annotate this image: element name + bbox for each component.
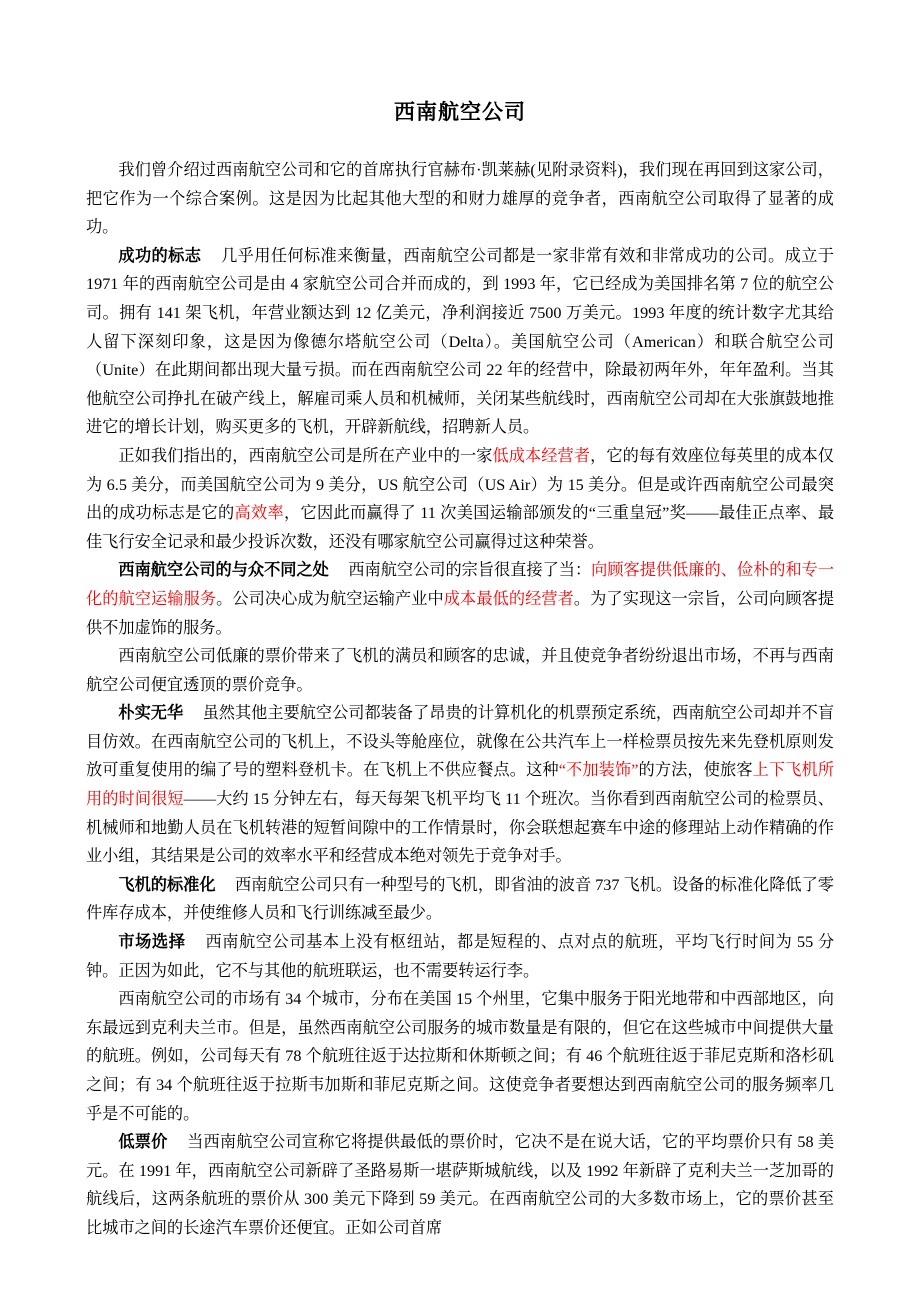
body-text: 。公司决心成为航空运输产业中 xyxy=(216,589,444,608)
body-text: 正如我们指出的，西南航空公司是所在产业中的一家 xyxy=(118,446,493,465)
body-text: 当西南航空公司宣称它将提供最低的票价时，它决不是在说大话，它的平均票价只有 58 美元。在 1991 年，西南航空公司新辟了圣路易斯一堪萨斯城航线，以及 1992 年新辟了克利夫兰一芝加哥的航线后，这两条航班的票价从 300 美元下降到 59 美元。在西南航空公司的大多数市场上，它的票价甚至比城市之间的长途汽车票价还便宜。正如公司首席 xyxy=(86,1133,835,1237)
body-text: ，它因此而赢得了 11 次美国运输部颁发的“三重皇冠”奖——最佳正点率、最佳飞行安全记录和最少投诉次数，还没有哪家航空公司赢得过这种荣誉。 xyxy=(86,504,835,551)
paragraph-heading: 飞机的标准化 xyxy=(118,875,216,894)
paragraph-heading: 成功的标志 xyxy=(118,246,202,265)
paragraph-low-cost xyxy=(86,442,834,556)
paragraph-heading: 市场选择 xyxy=(118,933,186,952)
document-body xyxy=(86,156,834,1243)
paragraph-standardize xyxy=(86,871,834,928)
highlighted-text: 成本最低的经营者 xyxy=(443,589,574,608)
paragraph-simple xyxy=(86,699,834,871)
paragraph-market-choice xyxy=(86,928,834,985)
highlighted-text: 低成本经营者 xyxy=(492,446,591,465)
body-text: 西南航空公司基本上没有枢纽站，都是短程的、点对点的航班，平均飞行时间为 55 分钟。正因为如此，它不与其他的航班联运，也不需要转运行李。 xyxy=(86,933,835,980)
paragraph-low-fare xyxy=(86,1128,834,1242)
paragraph-difference xyxy=(86,556,834,642)
body-text: 。为了实现这一宗旨，公司向顾客提供不加虚饰的服务。 xyxy=(86,589,835,637)
body-text: 西南航空公司的市场有 34 个城市，分布在美国 15 个州里，它集中服务于阳光地带和中西部地区，向东最远到克利夫兰市。但是，虽然西南航空公司服务的城市数量是有限的，但它在这些城市中间提供大量的航班。例如，公司每天有 78 个航班往返于达拉斯和休斯顿之间；有 46 个航班往返于菲尼克斯和洛杉矶之间；有 34 个航班往返于拉斯韦加斯和菲尼克斯之间。这使竞争者要想达到西南航空公司的服务频率几乎是不可能的。 xyxy=(86,990,834,1123)
paragraph-success-marks xyxy=(86,242,834,442)
highlighted-text: 高效率 xyxy=(234,504,284,523)
body-text: 西南航空公司低廉的票价带来了飞机的满员和顾客的忠诚，并且使竞争者纷纷退出市场，不再与西南航空公司便宜透顶的票价竞争。 xyxy=(86,647,834,694)
body-text: 我们曾介绍过西南航空公司和它的首席执行官赫布·凯莱赫(见附录资料)，我们现在再回到这家公司，把它作为一个综合案例。这是因为比起其他大型的和财力雄厚的竞争者，西南航空公司取得了显著的成功。 xyxy=(86,161,834,237)
paragraph-heading: 西南航空公司的与众不同之处 xyxy=(118,561,329,580)
body-text: 西南航空公司只有一种型号的飞机，即省油的波音 737 飞机。设备的标准化降低了零件库存成本，并使维修人员和飞行训练减至最少。 xyxy=(86,875,834,923)
paragraph-heading: 低票价 xyxy=(118,1133,168,1152)
paragraph-heading: 朴实无华 xyxy=(118,704,184,723)
body-text: ——大约 15 分钟左右，每天每架飞机平均飞 11 个班次。当你看到西南航空公司的检票员、机械师和地勤人员在飞机转港的短暂间隙中的工作情景时，你会联想起赛车中途的修理站上动作精确的作业小组，其结果是公司的效率水平和经营成本绝对领先于竞争对手。 xyxy=(86,790,834,866)
body-text: 的方法，使旅客 xyxy=(638,761,753,780)
paragraph-intro xyxy=(86,156,834,242)
paragraph-loyalty xyxy=(86,642,834,699)
page-title: 西南航空公司 xyxy=(394,101,526,124)
body-text: 虽然其他主要航空公司都装备了昂贵的计算机化的机票预定系统，西南航空公司却并不盲目仿效。在西南航空公司的飞机上，不设头等舱座位，就像在公共汽车上一样检票员按先来先登机原则发放可重复使用的编了号的塑料登机卡。在飞机上不供应餐点。这种 xyxy=(86,704,835,780)
highlighted-text: 上下飞机所用的时间很短 xyxy=(86,761,835,809)
body-text: 西南航空公司的宗旨很直接了当： xyxy=(348,561,592,580)
highlighted-text: 向顾客提供低廉的、俭朴的和专一化的航空运输服务 xyxy=(86,561,835,608)
highlighted-text: “不加装饰” xyxy=(558,761,639,780)
body-text: ，它的每有效座位每英里的成本仅为 6.5 美分，而美国航空公司为 9 美分，US 航空公司（US Air）为 15 美分。但是或许西南航空公司最突出的成功标志是它的 xyxy=(86,446,834,523)
paragraph-cities xyxy=(86,985,834,1128)
body-text: 几乎用任何标准来衡量，西南航空公司都是一家非常有效和非常成功的公司。成立于 1971 年的西南航空公司是由 4 家航空公司合并而成的，到 1993 年，它已经成为美国排名第 7 位的航空公司。拥有 141 架飞机，年营业额达到 12 亿美元，净利润接近 7500 万美元。1993 年度的统计数字尤其给人留下深刻印象，这是因为像德尔塔航空公司（Delta）。美国航空公司（American）和联合航空公司（Unite）在此期间都出现大量亏损。而在西南航空公司 22 年的经营中，除最初两年外，年年盈利。当其他航空公司挣扎在破产线上，解雇司乘人员和机械师，关闭某些航线时，西南航空公司却在大张旗鼓地推进它的增长计划，购买更多的飞机，开辟新航线，招聘新人员。 xyxy=(86,246,835,437)
